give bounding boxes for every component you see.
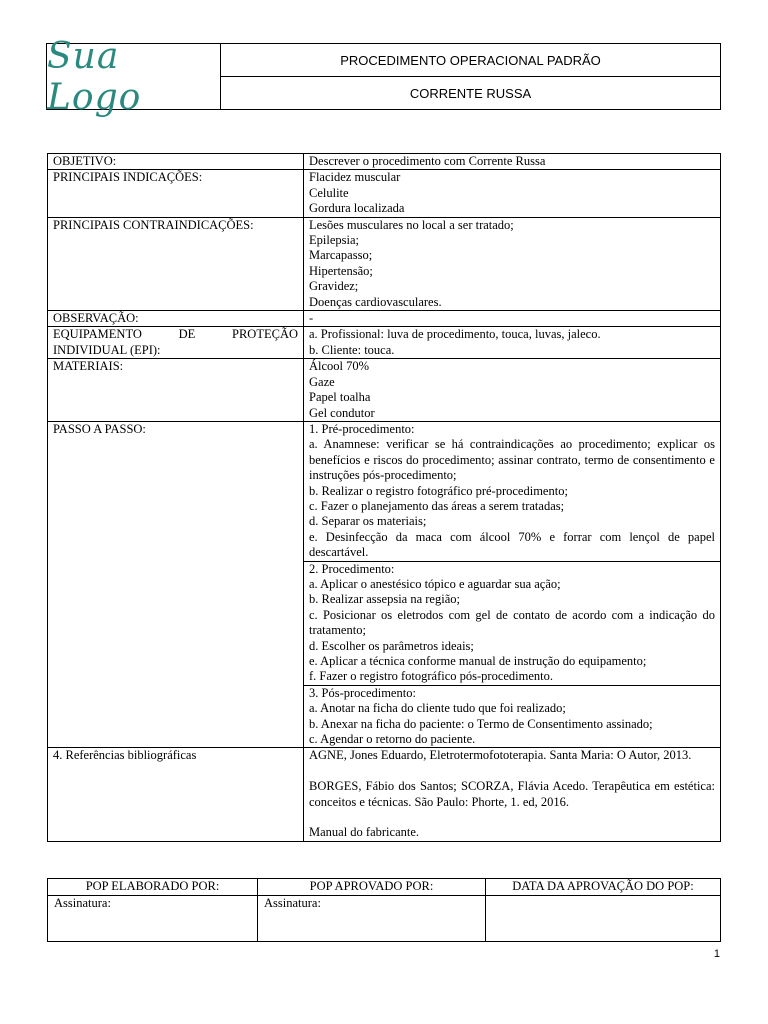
row-value: [304, 154, 721, 170]
page-number: 1: [713, 948, 720, 960]
step-item: b. Anexar na ficha do paciente: o Termo de Consentimento assinado;: [309, 716, 653, 731]
elaborated-signature-field[interactable]: Assinatura:: [48, 896, 258, 942]
table-row: [48, 217, 721, 310]
list-item: Marcapasso;: [309, 248, 373, 263]
row-label: PASSO A PASSO:: [48, 421, 304, 748]
list-item: Flacidez muscular: [309, 170, 401, 185]
document-header: [46, 35, 721, 118]
step-item: e. Aplicar a técnica conforme manual de instrução do equipamento;: [309, 654, 647, 668]
reference-item: BORGES, Fábio dos Santos; SCORZA, Flávia Acedo. Terapêutica em estética: conceitos e técnicas. São Paulo: Phorte, 1. ed, 2016.: [309, 779, 715, 809]
table-row: [48, 311, 721, 327]
step-item: a. Aplicar o anestésico tópico e aguardar sua ação;: [309, 576, 561, 591]
post-procedure-cell: [304, 685, 721, 748]
list-item: Epilepsia;: [309, 233, 359, 248]
table-row: [48, 896, 721, 942]
approval-table: [47, 878, 721, 942]
list-item: Gel condutor: [309, 405, 375, 420]
row-label: OBJETIVO:: [48, 154, 304, 170]
logo: Sua Logo: [47, 35, 142, 118]
step-item: d. Separar os materiais;: [309, 514, 427, 529]
row-value: [304, 359, 721, 422]
step-item: c. Agendar o retorno do paciente.: [309, 732, 476, 747]
elaborated-by-header: POP ELABORADO POR:: [48, 879, 258, 896]
approved-signature-field[interactable]: Assinatura:: [258, 896, 486, 942]
procedure-table: [47, 153, 721, 842]
spacer: [309, 810, 715, 825]
table-row: [48, 170, 721, 217]
list-item: Doenças cardiovasculares.: [309, 294, 442, 309]
row-value: [304, 327, 721, 359]
step-item: e. Desinfecção da maca com álcool 70% e forrar com lençol de papel descartável.: [309, 529, 715, 560]
list-item: Celulite: [309, 185, 349, 200]
table-row: [48, 879, 721, 896]
list-item: Gordura localizada: [309, 201, 405, 216]
step-title: 1. Pré-procedimento:: [309, 421, 415, 436]
list-item: Álcool 70%: [309, 359, 370, 374]
row-label: OBSERVAÇÃO:: [48, 311, 304, 327]
list-item: Papel toalha: [309, 390, 371, 405]
step-item: b. Realizar o registro fotográfico pré-procedimento;: [309, 483, 568, 498]
table-row: [48, 748, 721, 841]
step-item: c. Fazer o planejamento das áreas a serem tratadas;: [309, 498, 565, 513]
table-row: [48, 327, 721, 359]
approved-by-header: POP APROVADO POR:: [258, 879, 486, 896]
step-title: 2. Procedimento:: [309, 561, 395, 576]
epi-label-line: INDIVIDUAL (EPI):: [53, 342, 161, 357]
step-item: f. Fazer o registro fotográfico pós-procedimento.: [309, 669, 554, 684]
step-title: 3. Pós-procedimento:: [309, 685, 416, 700]
row-value: [304, 311, 721, 327]
step-item: a. Anamnese: verificar se há contraindicações ao procedimento; explicar os benefícios e riscos do procedimento; assinar contrato, termo de consentimento e instruções pós-procedimento;: [309, 437, 715, 483]
list-item: Gaze: [309, 374, 335, 389]
epi-label-line: EQUIPAMENTO DE PROTEÇÃO: [53, 327, 298, 342]
list-item: Hipertensão;: [309, 263, 373, 278]
row-value: [304, 217, 721, 310]
step-item: b. Realizar assepsia na região;: [309, 592, 460, 607]
document-subtitle: CORRENTE RUSSA: [409, 85, 532, 101]
approval-date-header: DATA DA APROVAÇÃO DO POP:: [486, 879, 721, 896]
list-item: b. Cliente: touca.: [309, 342, 395, 357]
table-row: [48, 359, 721, 422]
references-cell: [304, 748, 721, 841]
step-item: a. Anotar na ficha do cliente tudo que foi realizado;: [309, 701, 566, 716]
row-label: PRINCIPAIS CONTRAINDICAÇÕES:: [48, 217, 304, 310]
step-item: c. Posicionar os eletrodos com gel de contato de acordo com a indicação do tratamento;: [309, 607, 715, 638]
list-item: a. Profissional: luva de procedimento, touca, luvas, jaleco.: [309, 327, 601, 342]
pre-procedure-cell: [304, 421, 721, 561]
reference-item: Manual do fabricante.: [309, 825, 420, 840]
row-label: 4. Referências bibliográficas: [48, 748, 304, 841]
objective-text: Descrever o procedimento com Corrente Russa: [309, 154, 546, 168]
list-item: Gravidez;: [309, 279, 359, 294]
row-label: MATERIAIS:: [48, 359, 304, 422]
row-label: PRINCIPAIS INDICAÇÕES:: [48, 170, 304, 217]
approval-date-field[interactable]: [486, 896, 721, 942]
procedure-cell: [304, 561, 721, 685]
table-row: [48, 154, 721, 170]
document-title: PROCEDIMENTO OPERACIONAL PADRÃO: [221, 44, 720, 77]
table-row: [48, 421, 721, 561]
reference-item: AGNE, Jones Eduardo, Eletrotermofototerapia. Santa Maria: O Autor, 2013.: [309, 748, 692, 763]
row-label: [48, 327, 304, 359]
list-item: Lesões musculares no local a ser tratado;: [309, 217, 514, 232]
spacer: [309, 764, 715, 779]
step-item: d. Escolher os parâmetros ideais;: [309, 638, 474, 653]
logo-cell: [47, 35, 221, 118]
observation-text: -: [309, 311, 314, 326]
row-value: [304, 170, 721, 217]
